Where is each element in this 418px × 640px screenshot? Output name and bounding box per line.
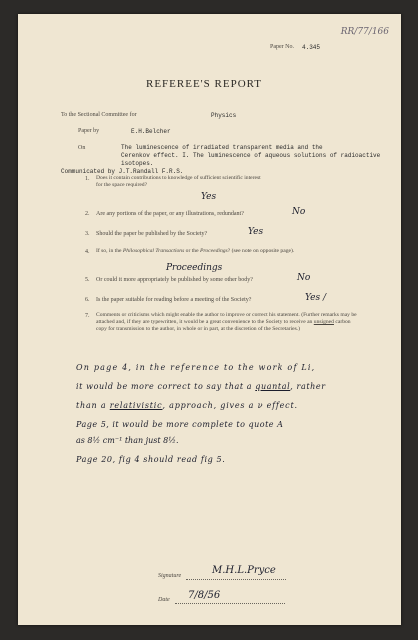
- question-7-number: 7.: [85, 313, 90, 319]
- question-1-number: 1.: [85, 176, 90, 182]
- comment-line-1: On page 4, in the reference to the work of Li,: [76, 363, 316, 372]
- question-5-text: Or could it more appropriately be published by some other body?: [96, 277, 253, 283]
- question-7-text: Comments or criticisms which might enable the author to improve or correct his statement. (Further remarks may be attached and, if they are typewritten, it would be a great convenience to the Society to receive an unsigned carbon copy for transmission to the author, in whole or in part, at the discretion of the Secretaries.): [96, 312, 357, 333]
- archive-reference: RR/77/166: [340, 27, 389, 37]
- question-4-number: 4.: [85, 249, 90, 255]
- question-6-number: 6.: [85, 297, 90, 303]
- comment-line-4: Page 5, it would be more complete to quote A: [76, 420, 284, 429]
- date-line: [175, 603, 285, 604]
- comment-line-3: than a relativistic, approach, gives a ν effect.: [76, 401, 298, 410]
- paper-title-line-3: isotopes.: [121, 160, 154, 167]
- paper-title-line-2: Cerenkov effect. I. The luminescence of aqueous solutions of radioactive: [121, 152, 381, 159]
- question-3-text: Should the paper be published by the Society?: [96, 231, 208, 237]
- committee-value: Physics: [211, 112, 237, 119]
- date-value: 7/8/56: [188, 590, 221, 601]
- question-2-number: 2.: [85, 211, 90, 217]
- comment-line-5: as 8½ cm⁻¹ than just 8½.: [76, 436, 179, 445]
- date-label: Date: [158, 597, 170, 603]
- committee-label: To the Sectional Committee for: [61, 112, 137, 118]
- paper-by-value: E.H.Belcher: [131, 128, 171, 135]
- question-5-answer: No: [297, 273, 311, 283]
- question-1-text: Does it contain contributions to knowledge of sufficient scientific interest for the space required?: [96, 175, 261, 189]
- paper-title-line-1: The luminescence of irradiated transparent media and the: [121, 144, 323, 151]
- paper-no-label: Paper No.: [270, 44, 294, 50]
- question-6-text: Is the paper suitable for reading before a meeting of the Society?: [96, 297, 252, 303]
- on-label: On: [78, 145, 86, 151]
- communicated-label: Communicated by: [61, 168, 116, 175]
- question-2-text: Are any portions of the paper, or any illustrations, redundant?: [96, 211, 244, 217]
- paper-by-label: Paper by: [78, 128, 100, 134]
- signature-line: [186, 579, 286, 580]
- page-title: REFEREE'S REPORT: [146, 78, 263, 90]
- communicated-by: [61, 168, 183, 175]
- question-5-number: 5.: [85, 277, 90, 283]
- question-3-number: 3.: [85, 231, 90, 237]
- signature-value: M.H.L.Pryce: [212, 565, 276, 576]
- question-4-text: If so, in the Philosophical Transactions or the Proceedings? (see note on opposite page).: [96, 248, 295, 254]
- comment-line-2: it would be more correct to say that a quantal, rather: [76, 382, 326, 391]
- question-2-answer: No: [292, 207, 306, 217]
- question-6-answer: Yes /: [305, 293, 326, 303]
- comment-line-6: Page 20, fig 4 should read fig 5.: [76, 455, 226, 464]
- question-4-answer: Proceedings: [166, 263, 223, 273]
- question-1-answer: Yes: [201, 192, 217, 202]
- signature-label: Signature: [158, 573, 182, 579]
- report-sheet: [18, 14, 401, 625]
- communicated-value: J.T.Randall F.R.S.: [118, 168, 184, 175]
- question-3-answer: Yes: [248, 227, 264, 237]
- paper-no-value: 4.345: [302, 44, 321, 51]
